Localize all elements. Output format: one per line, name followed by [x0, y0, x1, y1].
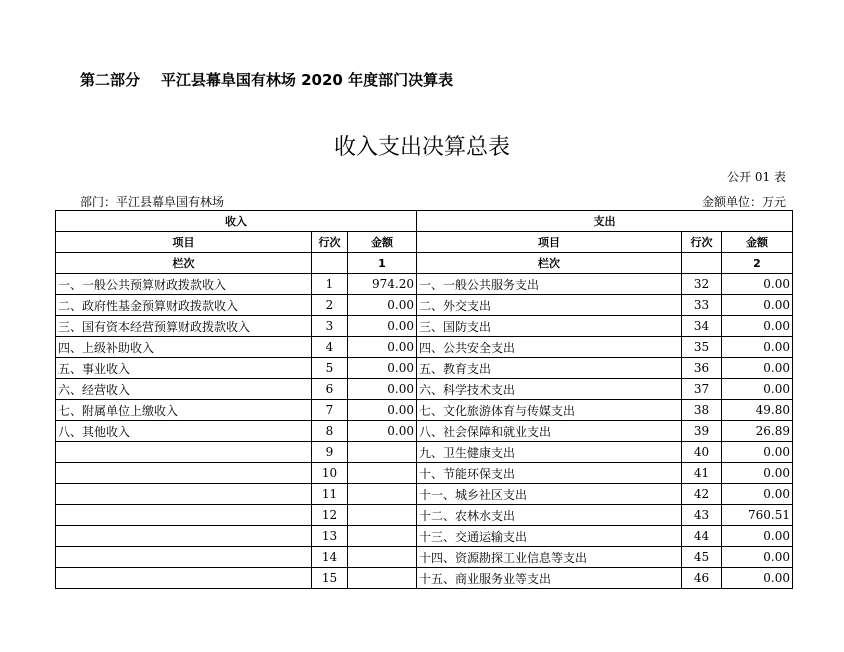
table-row: [56, 526, 793, 547]
expense-item-cell: 十三、交通运输支出: [417, 526, 682, 547]
income-item-cell: 一、一般公共预算财政拨款收入: [56, 274, 312, 295]
expense-item-cell: 六、科学技术支出: [417, 379, 682, 400]
income-amount-cell: 0.00: [348, 316, 417, 337]
expense-amount-cell: 0.00: [722, 568, 793, 589]
table-row: [56, 484, 793, 505]
income-item-cell: 二、政府性基金预算财政拨款收入: [56, 295, 312, 316]
expense-line-cell: 45: [682, 547, 722, 568]
expense-amount-cell: 0.00: [722, 337, 793, 358]
table-row: [56, 463, 793, 484]
expense-item-cell: 五、教育支出: [417, 358, 682, 379]
income-item-cell: 五、事业收入: [56, 358, 312, 379]
income-line-cell: 2: [312, 295, 348, 316]
income-amount-cell: [348, 505, 417, 526]
expense-item-cell: 十四、资源勘探工业信息等支出: [417, 547, 682, 568]
expense-line-cell: 40: [682, 442, 722, 463]
income-item-cell: [56, 505, 312, 526]
expense-line-cell: 38: [682, 400, 722, 421]
expense-line-cell: 33: [682, 295, 722, 316]
expense-line-cell: 36: [682, 358, 722, 379]
expense-line-cell: 39: [682, 421, 722, 442]
expense-line-header: 行次: [682, 232, 722, 253]
expense-amount-cell: 0.00: [722, 274, 793, 295]
income-header: 收入: [56, 211, 417, 232]
income-item-cell: [56, 484, 312, 505]
expense-item-cell: 四、公共安全支出: [417, 337, 682, 358]
amount-unit-label: 金额单位：万元: [701, 195, 786, 209]
expense-amount-cell: 0.00: [722, 379, 793, 400]
expense-line-cell: 35: [682, 337, 722, 358]
income-line-header: 行次: [312, 232, 348, 253]
income-line-cell: 8: [312, 421, 348, 442]
expense-lanci-number: 2: [722, 253, 793, 274]
expense-amount-cell: 26.89: [722, 421, 793, 442]
income-line-cell: 15: [312, 568, 348, 589]
table-row: [56, 379, 793, 400]
expense-line-cell: 32: [682, 274, 722, 295]
income-amount-cell: 0.00: [348, 400, 417, 421]
table-row: [56, 442, 793, 463]
income-item-cell: 六、经营收入: [56, 379, 312, 400]
table-row: [56, 316, 793, 337]
income-line-cell: 10: [312, 463, 348, 484]
expense-item-cell: 八、社会保障和就业支出: [417, 421, 682, 442]
income-item-cell: [56, 568, 312, 589]
income-amount-cell: 0.00: [348, 337, 417, 358]
expense-amount-cell: 0.00: [722, 295, 793, 316]
table-row: [56, 421, 793, 442]
income-item-cell: [56, 442, 312, 463]
form-code: 公开 01 表: [727, 170, 786, 184]
income-line-cell: 5: [312, 358, 348, 379]
table-row: [56, 358, 793, 379]
expense-amount-cell: 0.00: [722, 358, 793, 379]
expense-item-cell: 十二、农林水支出: [417, 505, 682, 526]
income-amount-cell: [348, 568, 417, 589]
expense-amount-cell: 0.00: [722, 484, 793, 505]
table-row: [56, 547, 793, 568]
income-item-cell: 七、附属单位上缴收入: [56, 400, 312, 421]
income-item-cell: [56, 547, 312, 568]
income-amount-cell: 974.20: [348, 274, 417, 295]
expense-item-cell: 七、文化旅游体育与传媒支出: [417, 400, 682, 421]
column-header-row: [56, 232, 793, 253]
expense-amount-cell: 0.00: [722, 442, 793, 463]
expense-item-cell: 二、外交支出: [417, 295, 682, 316]
income-line-cell: 11: [312, 484, 348, 505]
income-line-cell: 7: [312, 400, 348, 421]
income-line-cell: 13: [312, 526, 348, 547]
expense-line-cell: 34: [682, 316, 722, 337]
income-amount-cell: [348, 547, 417, 568]
income-amount-cell: [348, 484, 417, 505]
income-amount-cell: 0.00: [348, 358, 417, 379]
income-lanci-label: 栏次: [56, 253, 312, 274]
income-item-cell: 三、国有资本经营预算财政拨款收入: [56, 316, 312, 337]
income-lanci-number: 1: [348, 253, 417, 274]
income-line-cell: 4: [312, 337, 348, 358]
table-row: [56, 295, 793, 316]
expense-line-cell: 46: [682, 568, 722, 589]
table-row: [56, 505, 793, 526]
expense-line-cell: 43: [682, 505, 722, 526]
income-amount-cell: [348, 526, 417, 547]
expense-lanci-label: 栏次: [417, 253, 682, 274]
lanci-row: [56, 253, 793, 274]
income-item-cell: [56, 526, 312, 547]
income-amount-cell: [348, 442, 417, 463]
expense-amount-header: 金额: [722, 232, 793, 253]
expense-item-cell: 十一、城乡社区支出: [417, 484, 682, 505]
department-label: 部门：平江县幕阜国有林场: [80, 195, 225, 209]
expense-amount-cell: 760.51: [722, 505, 793, 526]
income-amount-cell: 0.00: [348, 421, 417, 442]
expense-line-cell: 44: [682, 526, 722, 547]
table-row: [56, 274, 793, 295]
income-line-cell: 9: [312, 442, 348, 463]
expense-line-cell: 37: [682, 379, 722, 400]
income-item-header: 项目: [56, 232, 312, 253]
expense-amount-cell: 0.00: [722, 463, 793, 484]
income-line-cell: 12: [312, 505, 348, 526]
expense-amount-cell: 0.00: [722, 526, 793, 547]
expense-item-cell: 十五、商业服务业等支出: [417, 568, 682, 589]
income-lanci-line: [312, 253, 348, 274]
table-row: [56, 400, 793, 421]
expense-amount-cell: 0.00: [722, 316, 793, 337]
expense-item-cell: 九、卫生健康支出: [417, 442, 682, 463]
expense-header: 支出: [417, 211, 793, 232]
page-title: 收入支出决算总表: [333, 135, 510, 160]
income-amount-header: 金额: [348, 232, 417, 253]
expense-line-cell: 42: [682, 484, 722, 505]
expense-lanci-line: [682, 253, 722, 274]
expense-item-cell: 十、节能环保支出: [417, 463, 682, 484]
income-item-cell: 八、其他收入: [56, 421, 312, 442]
income-item-cell: 四、上级补助收入: [56, 337, 312, 358]
expense-amount-cell: 0.00: [722, 547, 793, 568]
income-item-cell: [56, 463, 312, 484]
expense-item-cell: 一、一般公共服务支出: [417, 274, 682, 295]
table-row: [56, 568, 793, 589]
income-amount-cell: 0.00: [348, 379, 417, 400]
income-line-cell: 1: [312, 274, 348, 295]
income-line-cell: 3: [312, 316, 348, 337]
income-line-cell: 14: [312, 547, 348, 568]
part-title: 第二部分 平江县幕阜国有林场 2020 年度部门决算表: [80, 71, 454, 89]
income-amount-cell: [348, 463, 417, 484]
table-body: [56, 211, 793, 589]
income-amount-cell: 0.00: [348, 295, 417, 316]
expense-item-cell: 三、国防支出: [417, 316, 682, 337]
table-row: [56, 337, 793, 358]
income-line-cell: 6: [312, 379, 348, 400]
expense-item-header: 项目: [417, 232, 682, 253]
expense-amount-cell: 49.80: [722, 400, 793, 421]
income-expense-table: [55, 210, 793, 589]
expense-line-cell: 41: [682, 463, 722, 484]
section-header-row: [56, 211, 793, 232]
